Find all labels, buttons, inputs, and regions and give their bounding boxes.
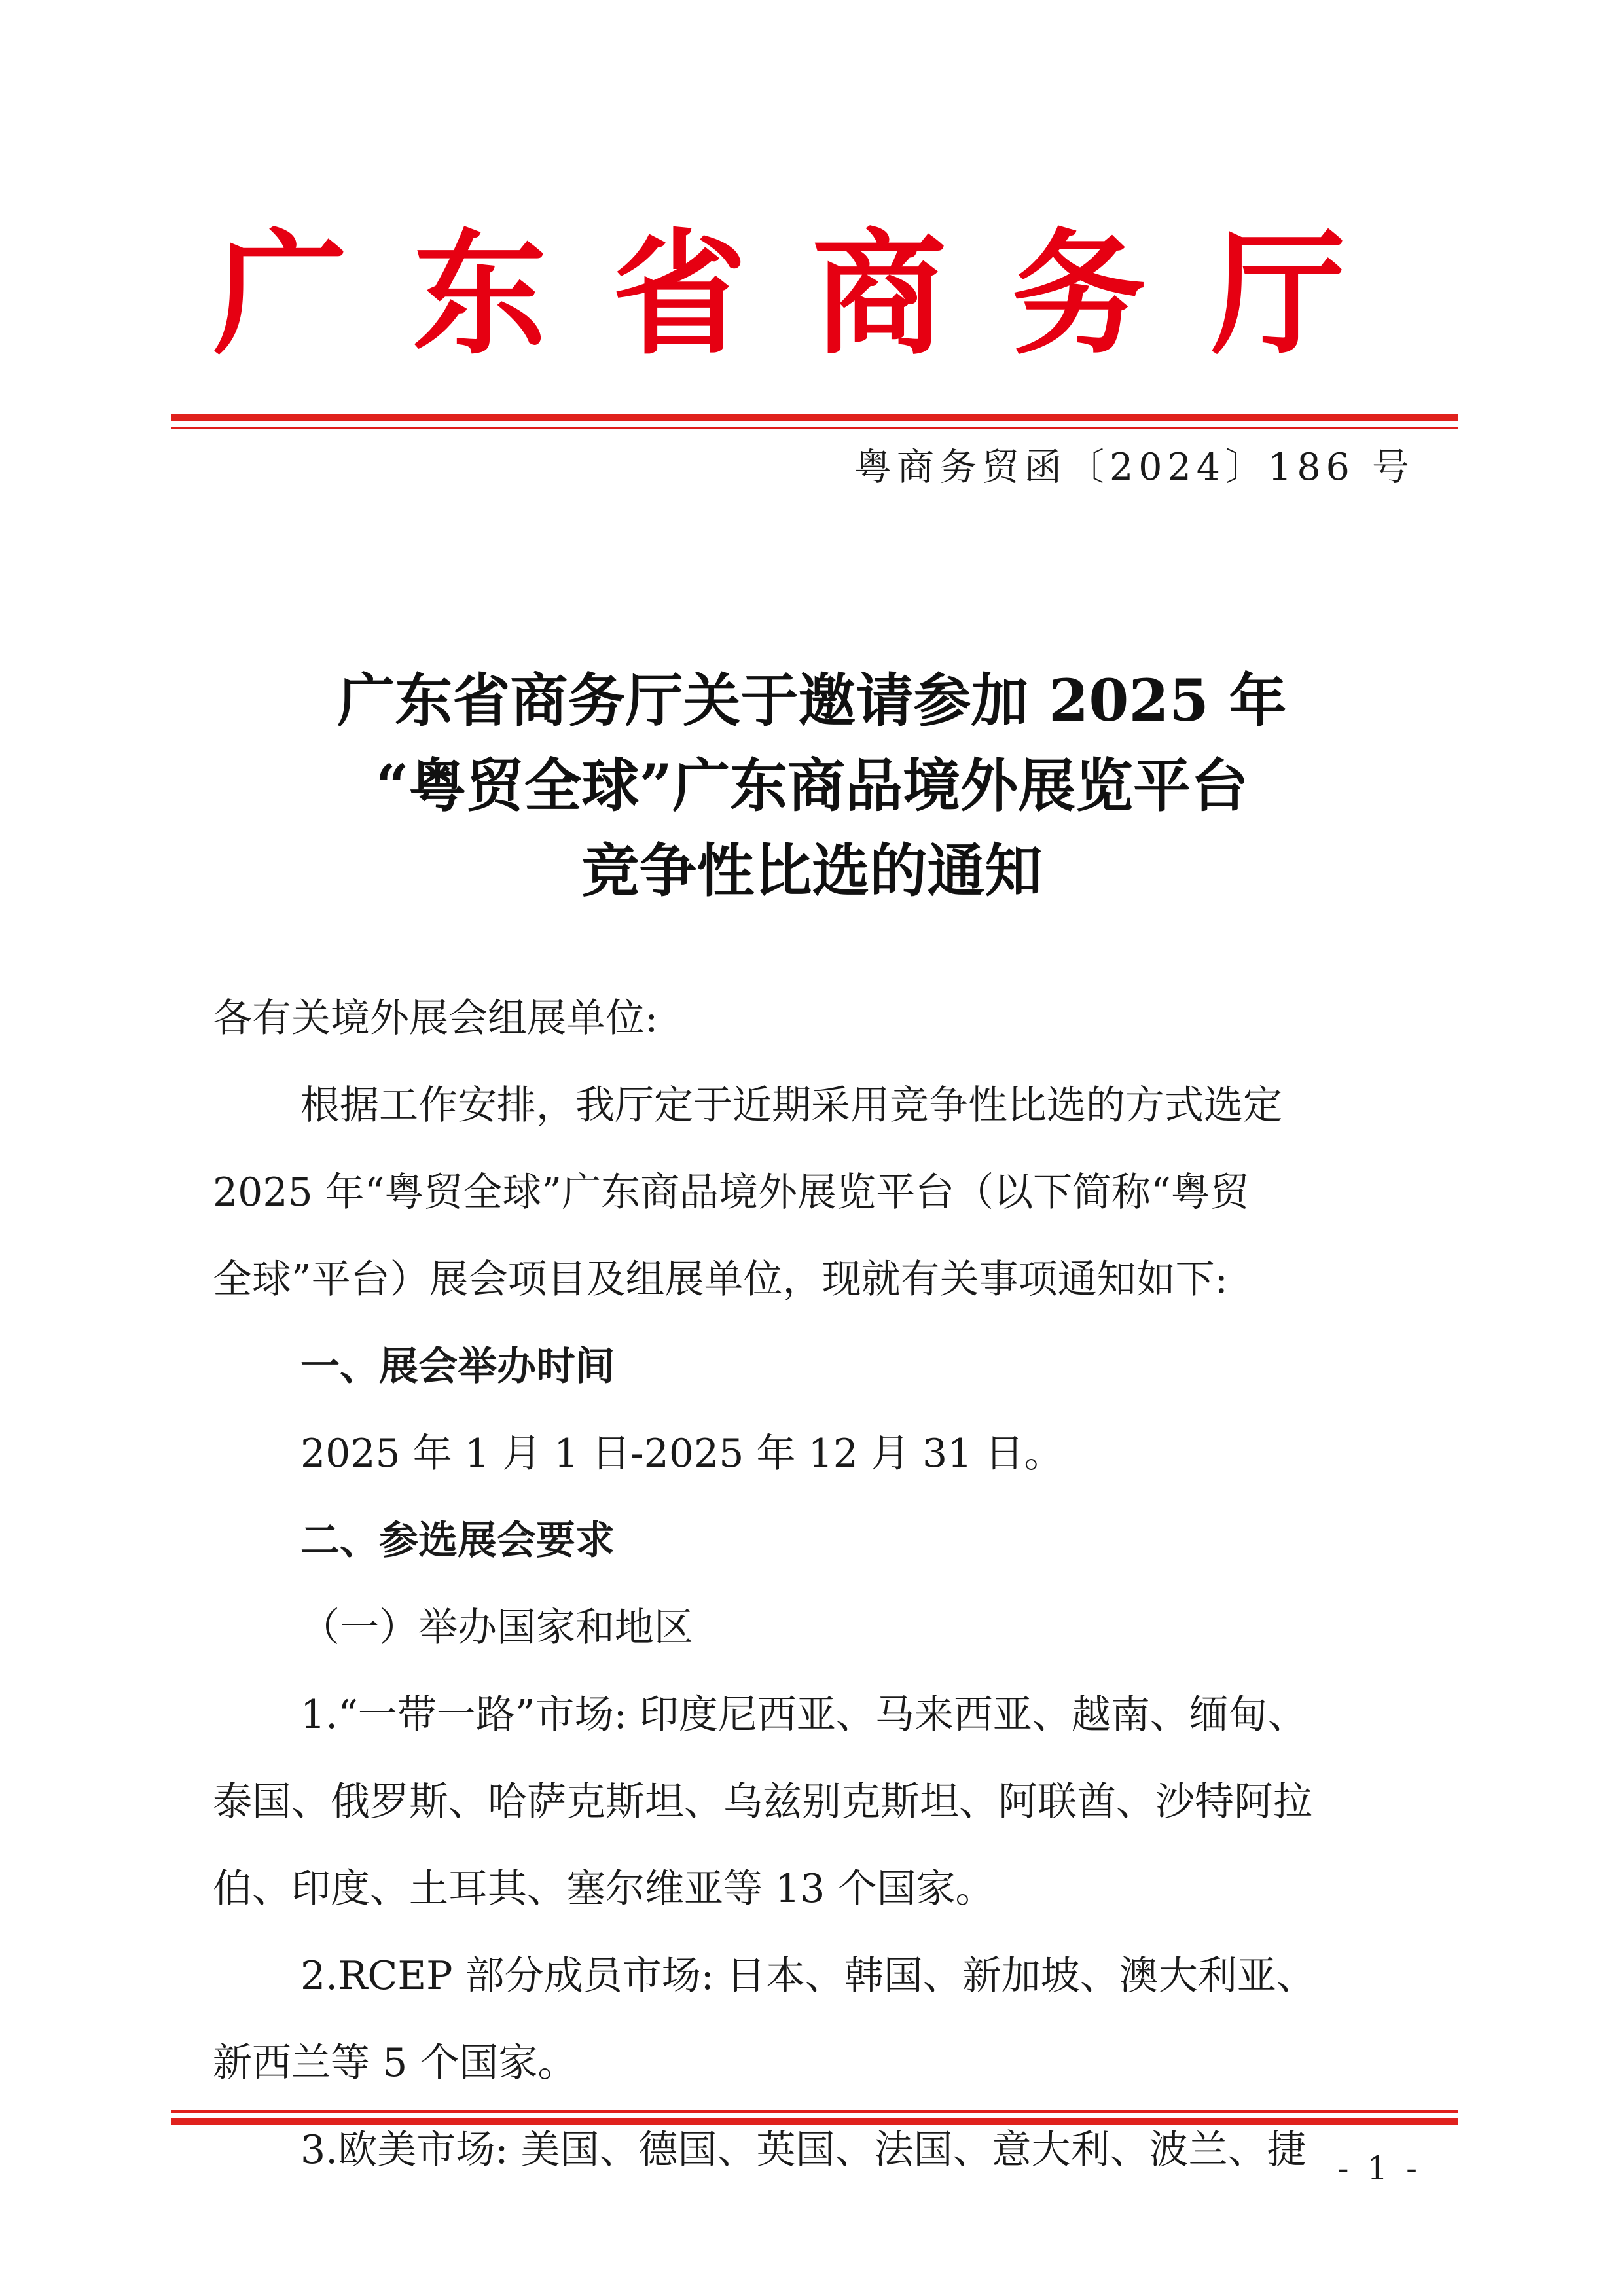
intro-line-1: 根据工作安排，我厅定于近期采用竞争性比选的方式选定 <box>300 1083 1282 1128</box>
bottom-rule-thick <box>171 2118 1458 2125</box>
subsection-1-heading: （一）举办国家和地区 <box>300 1605 693 1651</box>
item-1-line-3: 伯、印度、土耳其、塞尔维亚等 13 个国家。 <box>213 1866 995 1912</box>
salutation: 各有关境外展会组展单位: <box>213 996 659 1041</box>
section-2-heading: 二、参选展会要求 <box>300 1518 615 1564</box>
top-rule-thick <box>171 414 1458 421</box>
title-line-1: 广东省商务厅关于邀请参加 2025 年 <box>337 666 1287 734</box>
item-1-line-2: 泰国、俄罗斯、哈萨克斯坦、乌兹别克斯坦、阿联酋、沙特阿拉 <box>213 1779 1312 1825</box>
masthead-title: 广东省商务厅 <box>213 216 1411 373</box>
document-body <box>213 975 1417 2194</box>
item-1-line-1: 1.“一带一路”市场: 印度尼西亚、马来西亚、越南、缅甸、 <box>300 1692 1307 1738</box>
top-rule-thin <box>171 427 1458 429</box>
item-2-line-1: 2.RCEP 部分成员市场: 日本、韩国、新加坡、澳大利亚、 <box>300 1953 1316 1999</box>
page-number: - 1 - <box>1337 2149 1421 2187</box>
section-1-heading: 一、展会举办时间 <box>300 1344 615 1390</box>
bottom-rule-thin <box>171 2110 1458 2113</box>
section-1-text: 2025 年 1 月 1 日-2025 年 12 月 31 日。 <box>300 1431 1064 1477</box>
title-line-2: “粤贸全球”广东商品境外展览平台 <box>375 751 1249 819</box>
item-3-line-1: 3.欧美市场: 美国、德国、英国、法国、意大利、波兰、捷 <box>300 2127 1307 2173</box>
document-number: 粤商务贸函〔2024〕186 号 <box>854 446 1415 489</box>
intro-line-3: 全球”平台）展会项目及组展单位，现就有关事项通知如下: <box>213 1257 1228 1302</box>
document-title <box>0 658 1624 913</box>
item-2-line-2: 新西兰等 5 个国家。 <box>213 2040 577 2086</box>
title-line-3: 竞争性比选的通知 <box>581 836 1043 905</box>
intro-line-2: 2025 年“粤贸全球”广东商品境外展览平台（以下简称“粤贸 <box>213 1170 1250 1215</box>
